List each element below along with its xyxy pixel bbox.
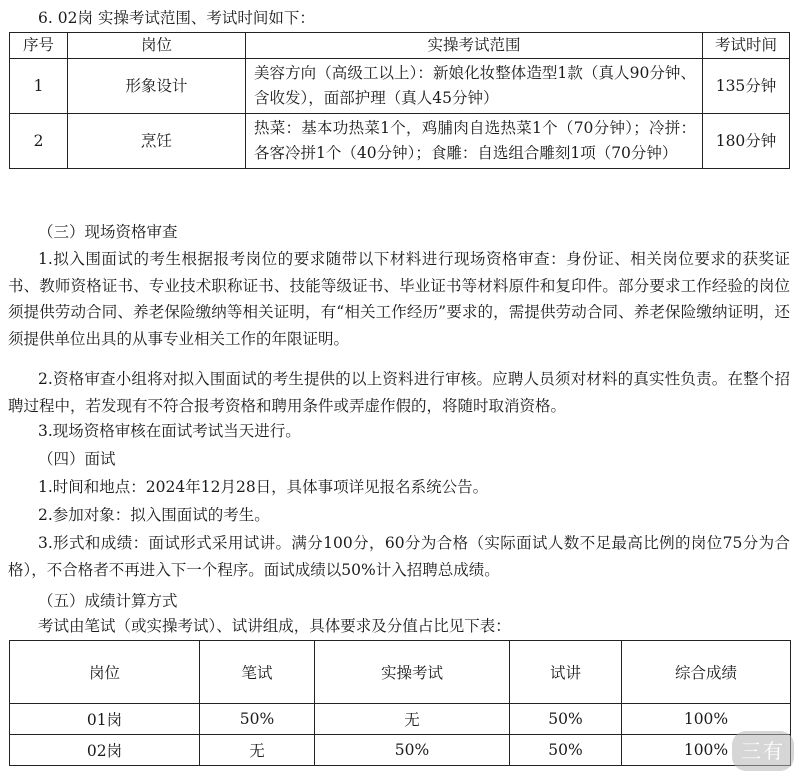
cell-time: 180分钟: [703, 114, 790, 169]
table-header-row: [10, 33, 790, 59]
score-weight-table: [9, 640, 791, 766]
watermark-logo: 三有: [732, 731, 794, 771]
section-3-paragraph-1: 1.拟入围面试的考生根据报考岗位的要求随带以下材料进行现场资格审查：身份证、相关岗位要求的获奖证书、教师资格证书、专业技术职称证书、技能等级证书、毕业证书等材料原件和复印件。部分要求工作经验的岗位须提供劳动合同、养老保险缴纳等相关证明，有“相关工作经历”要求的，需提供劳动合同、养老保险缴纳证明，还须提供单位出具的从事专业相关工作的年限证明。: [8, 250, 790, 348]
cell-total: 100%: [622, 704, 791, 735]
cell-lecture: 50%: [510, 735, 622, 766]
section-3-title: （三）现场资格审查: [38, 223, 178, 241]
cell-time: 135分钟: [703, 59, 790, 114]
table-row: [10, 735, 791, 766]
section-5-title: （五）成绩计算方式: [38, 592, 178, 610]
col-header-total: 综合成绩: [622, 641, 791, 704]
section-3-paragraph-2: 2.资格审查小组将对拟入围面试的考生提供的以上资料进行审核。应聘人员须对材料的真实性负责。在整个招聘过程中，若发现有不符合报考资格和聘用条件或弄虚作假的，将随时取消资格。: [8, 370, 790, 415]
cell-lecture: 50%: [510, 704, 622, 735]
col-header-post: 岗位: [68, 33, 246, 59]
cell-post: 烹饪: [68, 114, 246, 169]
cell-written: 无: [200, 735, 315, 766]
cell-scope: 热菜：基本功热菜1个，鸡脯肉自选热菜1个（70分钟）；冷拼：各客冷拼1个（40分钟）；食雕：自选组合雕刻1项（70分钟）: [246, 114, 703, 169]
cell-post: 形象设计: [68, 59, 246, 114]
col-header-lecture: 试讲: [510, 641, 622, 704]
cell-no: 2: [10, 114, 68, 169]
col-header-practical: 实操考试: [315, 641, 510, 704]
table-header-row: [10, 641, 791, 704]
col-header-post: 岗位: [10, 641, 200, 704]
cell-total: 100%: [622, 735, 791, 766]
section-4-paragraph-2: 2.参加对象：拟入围面试的考生。: [38, 506, 270, 524]
section-5-intro: 考试由笔试（或实操考试）、试讲组成，具体要求及分值占比见下表：: [38, 617, 511, 635]
cell-no: 1: [10, 59, 68, 114]
cell-practical: 无: [315, 704, 510, 735]
cell-written: 50%: [200, 704, 315, 735]
exam-scope-table: [9, 32, 790, 169]
section-6-heading: 6. 02岗 实操考试范围、考试时间如下：: [38, 9, 315, 27]
table-row: [10, 704, 791, 735]
col-header-written: 笔试: [200, 641, 315, 704]
col-header-time: 考试时间: [703, 33, 790, 59]
section-3-paragraph-3: 3.现场资格审核在面试考试当天进行。: [38, 422, 301, 440]
cell-scope: 美容方向（高级工以上）：新娘化妆整体造型1款（真人90分钟、含收发），面部护理（真人45分钟）: [246, 59, 703, 114]
table-row: [10, 59, 790, 114]
cell-practical: 50%: [315, 735, 510, 766]
col-header-scope: 实操考试范围: [246, 33, 703, 59]
section-4-paragraph-1: 1.时间和地点：2024年12月28日，具体事项详见报名系统公告。: [38, 478, 489, 496]
section-4-title: （四）面试: [38, 450, 116, 468]
table-row: [10, 114, 790, 169]
cell-post: 01岗: [10, 704, 200, 735]
cell-post: 02岗: [10, 735, 200, 766]
col-header-no: 序号: [10, 33, 68, 59]
section-4-paragraph-3: 3.形式和成绩：面试形式采用试讲。满分100分，60分为合格（实际面试人数不足最高比例的岗位75分为合格），不合格者不再进入下一个程序。面试成绩以50%计入招聘总成绩。: [8, 534, 790, 579]
